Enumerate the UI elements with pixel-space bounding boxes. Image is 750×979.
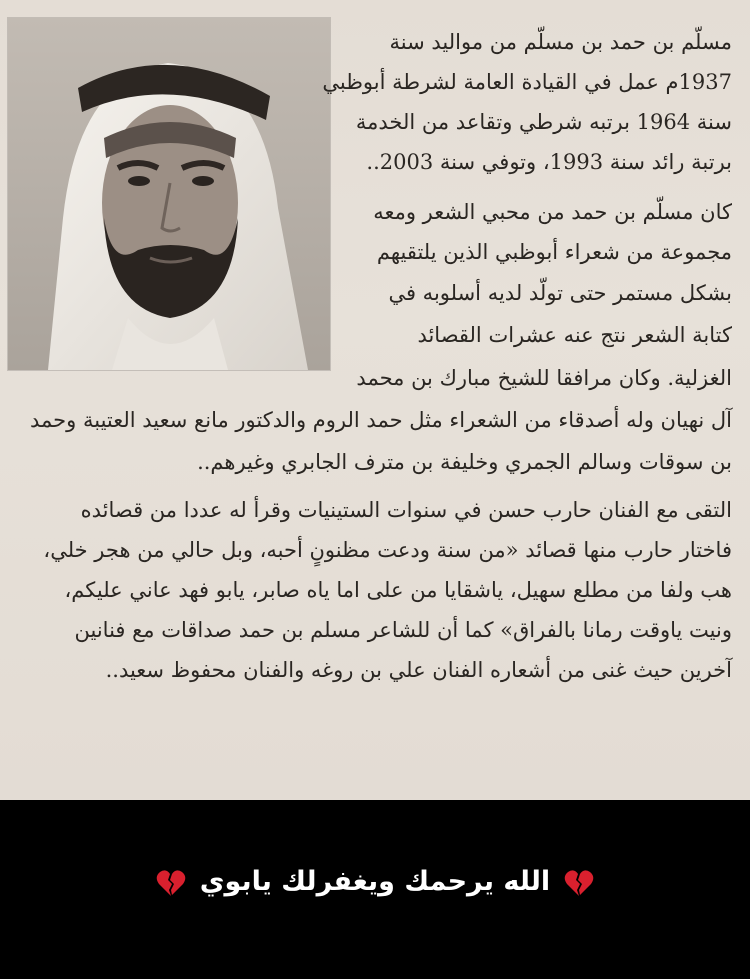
text-line-6: مجموعة من شعراء أبوظبي الذين يلتقيهم <box>376 240 732 264</box>
text-line-15: ونيت ياوقت رمانا بالفراق» كما أن للشاعر مسلم بن حمد صداقات مع فنانين <box>74 618 732 642</box>
broken-heart-icon <box>156 869 186 897</box>
text-line-13: فاختار حارب منها قصائد «من سنة ودعت مظنونٍ أحبه، وبل حالي من هجر خلي، <box>43 538 732 562</box>
caption <box>0 866 750 897</box>
text-line-16: آخرين حيث غنى من أشعاره الفنان علي بن روغه والفنان محفوظ سعيد.. <box>105 658 732 682</box>
text-line-14: هب ولفا من مطلع سهيل، ياشقايا من على اما ياه صابر، يابو فهد عاني عليكم، <box>64 578 732 602</box>
broken-heart-icon <box>564 869 594 897</box>
text-line-3: سنة 1964 برتبه شرطي وتقاعد من الخدمة <box>355 110 732 134</box>
text-line-9: الغزلية. وكان مرافقا للشيخ مبارك بن محمد <box>356 366 732 390</box>
text-line-2: 1937م عمل في القيادة العامة لشرطة أبوظبي <box>322 70 732 94</box>
text-line-8: كتابة الشعر نتج عنه عشرات القصائد <box>417 323 732 347</box>
text-line-4: برتبة رائد سنة 1993، وتوفي سنة 2003.. <box>366 150 732 174</box>
text-line-7: بشكل مستمر حتى تولّد لديه أسلوبه في <box>388 281 732 305</box>
text-line-5: كان مسلّم بن حمد من محبي الشعر ومعه <box>373 200 732 224</box>
portrait-photo <box>8 18 330 370</box>
text-line-11: بن سوقات وسالم الجمري وخليفة بن مترف الجابري وغيرهم.. <box>197 450 732 474</box>
caption-text: الله يرحمك ويغفرلك يابوي <box>199 866 551 897</box>
text-line-1: مسلّم بن حمد بن مسلّم من مواليد سنة <box>389 30 732 54</box>
text-line-10: آل نهيان وله أصدقاء من الشعراء مثل حمد الروم والدكتور مانع سعيد العتيبة وحمد <box>30 408 732 432</box>
portrait-illustration <box>8 18 330 370</box>
text-line-12: التقى مع الفنان حارب حسن في سنوات الستينيات وقرأ له عددا من قصائده <box>80 498 732 522</box>
